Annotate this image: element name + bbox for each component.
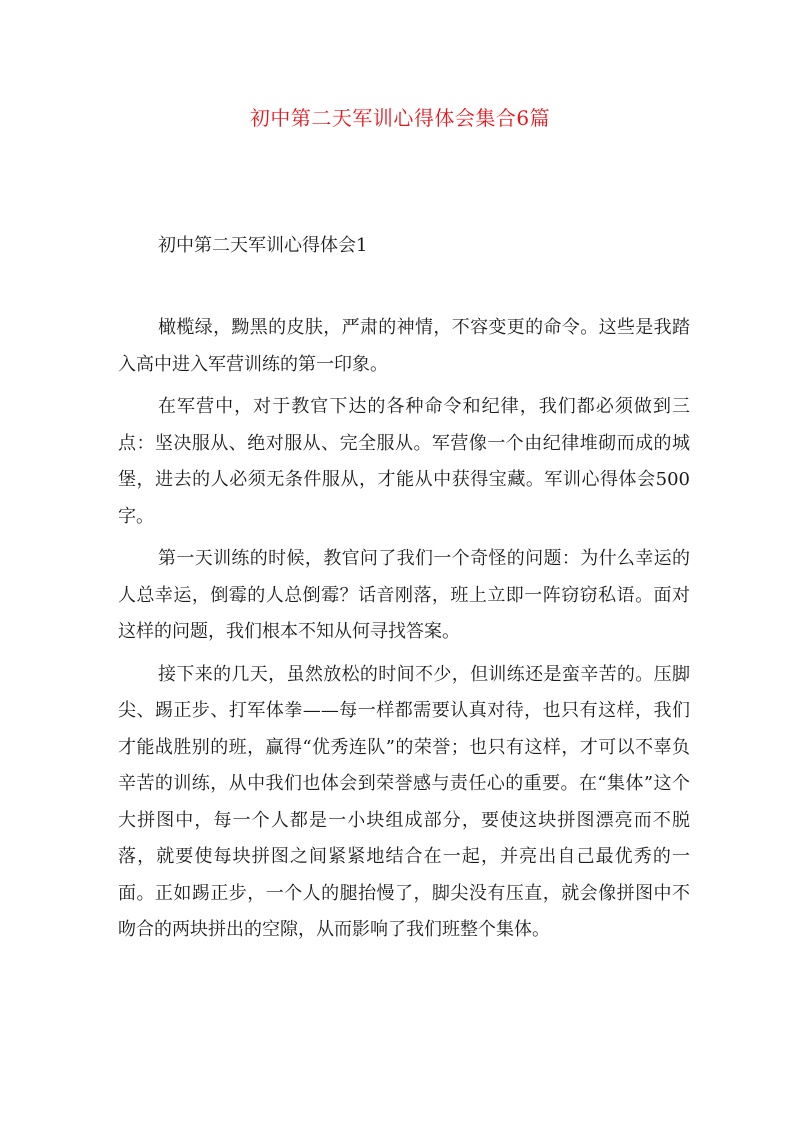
paragraph: 橄榄绿，黝黑的皮肤，严肃的神情，不容变更的命令。这些是我踏入高中进入军营训练的第一印象。 — [118, 317, 690, 375]
paragraph: 在军营中，对于教官下达的各种命令和纪律，我们都必须做到三点：坚决服从、绝对服从、完全服从。军营像一个由纪律堆砌而成的城堡，进去的人必须无条件服从，才能从中获得宝藏。军训心得体会500字。 — [118, 396, 690, 527]
document-title: 初中第二天军训心得体会集合6篇 — [249, 106, 551, 130]
section-heading: 初中第二天军训心得体会1 — [158, 235, 368, 256]
document-body — [118, 310, 690, 955]
paragraph: 第一天训练的时候，教官问了我们一个奇怪的问题：为什么幸运的人总幸运，倒霉的人总倒霉？话音刚落，班上立即一阵窃窃私语。面对这样的问题，我们根本不知从何寻找答案。 — [118, 548, 690, 642]
paragraph: 接下来的几天，虽然放松的时间不少，但训练还是蛮辛苦的。压脚尖、踢正步、打军体拳——每一样都需要认真对待，也只有这样，我们才能战胜别的班，赢得“优秀连队”的荣誉；也只有这样，才可以不辜负辛苦的训练，从中我们也体会到荣誉感与责任心的重要。在“集体”这个大拼图中，每一个人都是一小块组成部分，要使这块拼图漂亮而不脱落，就要使每块拼图之间紧紧地结合在一起，并亮出自己最优秀的一面。正如踢正步，一个人的腿抬慢了，脚尖没有压直，就会像拼图中不吻合的两块拼出的空隙，从而影响了我们班整个集体。 — [118, 663, 690, 940]
